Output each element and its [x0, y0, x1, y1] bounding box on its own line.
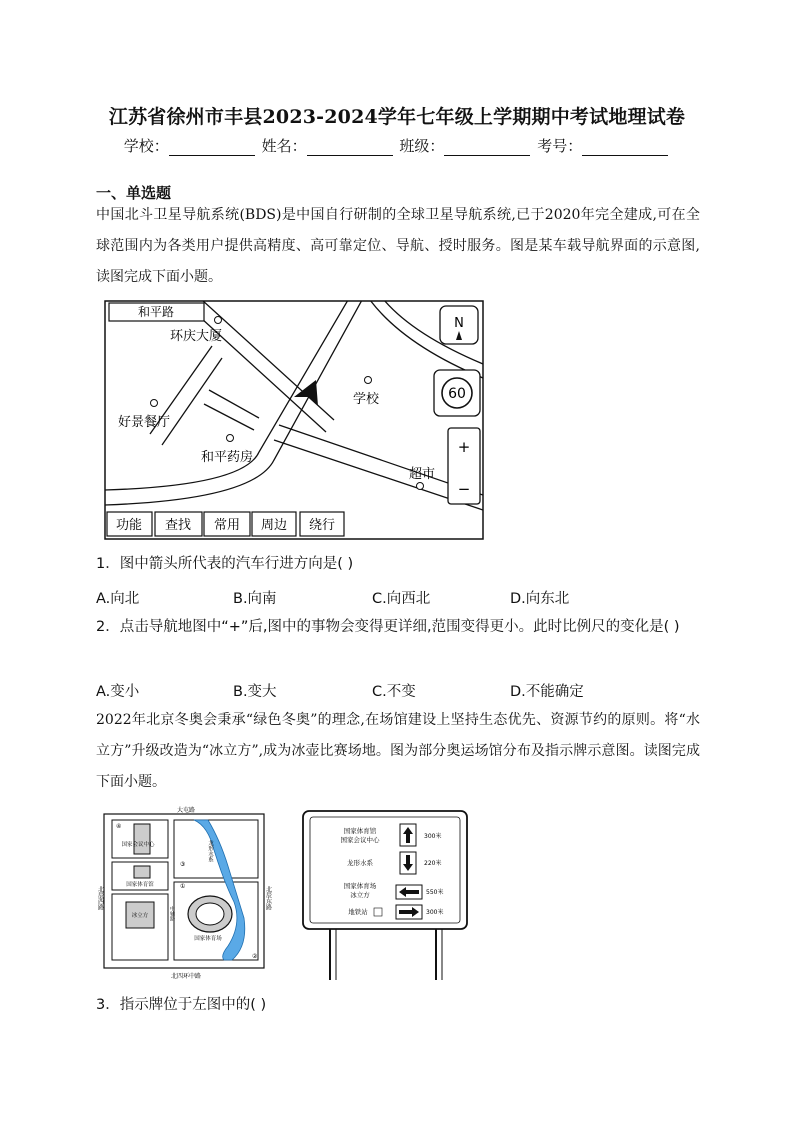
- name-label: 姓名：: [261, 137, 307, 155]
- school-label: 学校：: [123, 137, 169, 155]
- top-road-label: 大屯路: [176, 807, 196, 814]
- search-button[interactable]: 查找: [164, 518, 192, 533]
- student-info-line: [0, 135, 794, 156]
- nearby-button[interactable]: 周边: [260, 518, 288, 533]
- sign-row1-distance: 300米: [424, 833, 442, 840]
- function-button[interactable]: 功能: [115, 518, 143, 533]
- place-haojing: 好景餐厅: [117, 415, 171, 430]
- zoom-out-button[interactable]: −: [457, 480, 471, 498]
- place-pharmacy: 和平药房: [200, 450, 254, 465]
- number-field[interactable]: [582, 141, 668, 156]
- sign-row3-distance: 550米: [426, 889, 444, 896]
- place-huanqing: 环庆大厦: [169, 329, 223, 344]
- question-2-stem: 2．点击导航地图中“+”后,图中的事物会变得更详细,范围变得更小。此时比例尺的变化是( ): [96, 619, 680, 635]
- question-3-stem: 3．指示牌位于左图中的( ): [96, 997, 267, 1013]
- q2-option-b[interactable]: B.变大: [233, 684, 277, 700]
- q1-option-b[interactable]: B.向南: [233, 591, 277, 607]
- venue-birds-nest: 国家体育场: [194, 936, 222, 942]
- number-label: 考号：: [537, 137, 583, 155]
- marker-4: ④: [116, 823, 122, 830]
- venue-map-figure: [96, 806, 276, 980]
- sign-row4-line1: 地铁站: [348, 908, 368, 916]
- detour-button[interactable]: 绕行: [308, 518, 336, 533]
- class-field[interactable]: [444, 141, 530, 156]
- marker-2: ②: [252, 953, 258, 960]
- passage-2: 2022年北京冬奥会秉承“绿色冬奥”的理念,在场馆建设上坚持生态优先、资源节约的原则。将“水立方”升级改造为“冰立方”,成为冰壶比赛场地。图为部分奥运场馆分布及指示牌示意图。读图完成下面小题。: [96, 712, 700, 790]
- bottom-road-label: 北四环中路: [170, 973, 202, 980]
- name-field[interactable]: [307, 141, 393, 156]
- question-1-options: [96, 587, 700, 611]
- passage-1: 中国北斗卫星导航系统(BDS)是中国自行研制的全球卫星导航系统,已于2020年完全建成,可在全球范围内为各类用户提供高精度、高可靠定位、导航、授时服务。图是某车载导航界面的示意图,读图完成下面小题。: [96, 207, 700, 285]
- dragon-water-label: 龙形水系: [207, 840, 213, 862]
- sign-row2-distance: 220米: [424, 860, 442, 867]
- q2-option-d[interactable]: D.不能确定: [510, 684, 584, 700]
- q1-option-a[interactable]: A.向北: [96, 591, 140, 607]
- road-label: 和平路: [137, 305, 175, 319]
- left-road-label: 北辰西路: [96, 886, 104, 910]
- venue-national-stadium-indoor: 国家体育馆: [126, 882, 154, 888]
- navigation-map-figure: [104, 300, 484, 540]
- section-heading: 一、单选题: [96, 184, 172, 202]
- q1-option-d[interactable]: D.向东北: [510, 591, 570, 607]
- sign-row1-line1: 国家体育馆: [343, 827, 377, 835]
- q1-option-c[interactable]: C.向西北: [372, 591, 431, 607]
- mid-road-label: 中轴路: [169, 906, 175, 921]
- q2-option-a[interactable]: A.变小: [96, 684, 140, 700]
- common-button[interactable]: 常用: [213, 518, 241, 533]
- place-supermarket: 超市: [408, 467, 436, 482]
- marker-3: ③: [180, 861, 186, 868]
- sign-row3-line2: 冰立方: [350, 891, 370, 899]
- place-school: 学校: [352, 392, 380, 407]
- speed-limit-sign: 60: [448, 386, 466, 402]
- q2-option-c[interactable]: C.不变: [372, 684, 416, 700]
- venue-ice-cube: 冰立方: [131, 913, 149, 919]
- right-road-label: 北辰东路: [264, 886, 272, 910]
- question-2-options: [96, 680, 700, 704]
- marker-1: ①: [180, 883, 186, 890]
- zoom-in-button[interactable]: +: [457, 438, 471, 456]
- sign-row2-line1: 龙形水系: [347, 859, 373, 867]
- page-title: 江苏省徐州市丰县2023-2024学年七年级上学期期中考试地理试卷: [108, 106, 686, 128]
- compass-icon: N: [454, 316, 464, 331]
- sign-row4-distance: 300米: [426, 909, 444, 916]
- venue-conference-center: 国家会议中心: [121, 842, 155, 848]
- school-field[interactable]: [169, 141, 255, 156]
- direction-sign-figure: [300, 808, 472, 984]
- sign-row1-line2: 国家会议中心: [340, 836, 380, 844]
- class-label: 班级：: [399, 137, 445, 155]
- question-1-stem: 1．图中箭头所代表的汽车行进方向是( ): [96, 556, 354, 572]
- sign-row3-line1: 国家体育场: [343, 882, 377, 890]
